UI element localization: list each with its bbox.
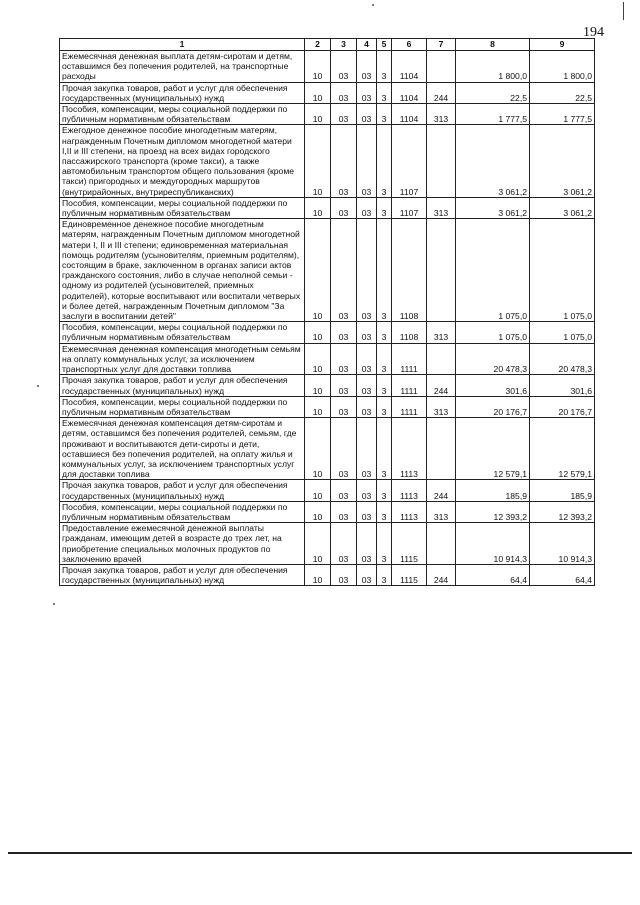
table-header-row	[60, 39, 595, 51]
section-code: 10	[305, 523, 331, 565]
subsection-code: 03	[331, 523, 357, 565]
row-description: Единовременное денежное пособие многодетным матерям, награжденным Почетным дипломом многодетной матери I, II и III степени; единовременная материальная помощь родителям (усыновителям, приемным родителям), состоящим в браке, заключенном в органах записи актов гражданского состояния, либо в случае неполной семьи - одному из родителей (усыновителей, приемных родителей), которые воспитывают или воспитали четверых и более детей, награжденным Почетным дипломом "За заслуги в воспитании детей"	[60, 219, 305, 322]
table-row	[60, 375, 595, 396]
amount-cell: 1 777,5	[456, 104, 530, 125]
expense-code: 1115	[392, 523, 427, 565]
subsection-code: 03	[331, 343, 357, 375]
program-code: 03	[357, 375, 377, 396]
program-code: 03	[357, 322, 377, 343]
subsection-code: 03	[331, 564, 357, 585]
row-description: Ежемесячная денежная компенсация многодетным семьям на оплату коммунальных услуг, за исключением транспортных услуг для доставки топлива	[60, 343, 305, 375]
expense-code: 1104	[392, 82, 427, 103]
amount-cell: 3 061,2	[456, 197, 530, 218]
expense-code: 1113	[392, 501, 427, 522]
amount-cell: 301,6	[456, 375, 530, 396]
subsection-code: 03	[331, 197, 357, 218]
table-row	[60, 501, 595, 522]
amount-cell: 20 176,7	[456, 396, 530, 417]
expense-type-code	[427, 219, 456, 322]
row-description: Ежемесячная денежная выплата детям-сиротам и детям, оставшимся без попечения родителей, на транспортные расходы	[60, 51, 305, 83]
row-description: Прочая закупка товаров, работ и услуг для обеспечения государственных (муниципальных) нужд	[60, 82, 305, 103]
row-description: Ежегодное денежное пособие многодетным матерям, награжденным Почетным дипломом многодетной матери I,II и III степени, на проезд на всех видах городского пассажирского транспорта (кроме такси), а также автомобильным транспортом общего пользования (кроме такси) пригородных и междугородных маршрутов (внутрирайонных, внутриреспубликанских)	[60, 125, 305, 197]
column-header: 8	[456, 39, 530, 51]
total-cell: 1 800,0	[530, 51, 595, 83]
column-header: 2	[305, 39, 331, 51]
expense-type-code: 313	[427, 197, 456, 218]
column-header: 7	[427, 39, 456, 51]
table-row	[60, 219, 595, 322]
expense-code: 1113	[392, 418, 427, 480]
table-body	[60, 51, 595, 586]
scan-corner-mark	[623, 2, 627, 20]
expense-type-code: 244	[427, 82, 456, 103]
row-description: Пособия, компенсации, меры социальной поддержки по публичным нормативным обязательствам	[60, 104, 305, 125]
section-code: 10	[305, 375, 331, 396]
program-code: 03	[357, 104, 377, 125]
amount-cell: 185,9	[456, 480, 530, 501]
subprogram-code: 3	[377, 480, 392, 501]
subsection-code: 03	[331, 82, 357, 103]
subprogram-code: 3	[377, 501, 392, 522]
subsection-code: 03	[331, 51, 357, 83]
amount-cell: 64,4	[456, 564, 530, 585]
subsection-code: 03	[331, 501, 357, 522]
program-code: 03	[357, 396, 377, 417]
subprogram-code: 3	[377, 322, 392, 343]
program-code: 03	[357, 125, 377, 197]
expense-type-code	[427, 51, 456, 83]
total-cell: 12 393,2	[530, 501, 595, 522]
amount-cell: 20 478,3	[456, 343, 530, 375]
expense-type-code: 244	[427, 375, 456, 396]
row-description: Пособия, компенсации, меры социальной поддержки по публичным нормативным обязательствам	[60, 396, 305, 417]
total-cell: 1 075,0	[530, 219, 595, 322]
expense-code: 1111	[392, 396, 427, 417]
table-row	[60, 418, 595, 480]
expense-code: 1107	[392, 125, 427, 197]
row-description: Пособия, компенсации, меры социальной поддержки по публичным нормативным обязательствам	[60, 197, 305, 218]
total-cell: 301,6	[530, 375, 595, 396]
section-code: 10	[305, 322, 331, 343]
expense-type-code: 313	[427, 501, 456, 522]
table-row	[60, 523, 595, 565]
column-header: 9	[530, 39, 595, 51]
column-header: 1	[60, 39, 305, 51]
subprogram-code: 3	[377, 396, 392, 417]
table-row	[60, 82, 595, 103]
section-code: 10	[305, 564, 331, 585]
section-code: 10	[305, 104, 331, 125]
amount-cell: 1 075,0	[456, 322, 530, 343]
total-cell: 1 075,0	[530, 322, 595, 343]
row-description: Прочая закупка товаров, работ и услуг для обеспечения государственных (муниципальных) нужд	[60, 375, 305, 396]
table-row	[60, 125, 595, 197]
amount-cell: 10 914,3	[456, 523, 530, 565]
expense-type-code	[427, 125, 456, 197]
scan-speck	[53, 603, 55, 605]
section-code: 10	[305, 501, 331, 522]
row-description: Прочая закупка товаров, работ и услуг для обеспечения государственных (муниципальных) нужд	[60, 480, 305, 501]
subprogram-code: 3	[377, 343, 392, 375]
table-row	[60, 396, 595, 417]
subprogram-code: 3	[377, 197, 392, 218]
amount-cell: 3 061,2	[456, 125, 530, 197]
subprogram-code: 3	[377, 564, 392, 585]
expense-code: 1113	[392, 480, 427, 501]
subprogram-code: 3	[377, 51, 392, 83]
section-code: 10	[305, 480, 331, 501]
expense-code: 1115	[392, 564, 427, 585]
subsection-code: 03	[331, 219, 357, 322]
subprogram-code: 3	[377, 104, 392, 125]
table-row	[60, 564, 595, 585]
subsection-code: 03	[331, 418, 357, 480]
section-code: 10	[305, 418, 331, 480]
expense-code: 1104	[392, 104, 427, 125]
program-code: 03	[357, 501, 377, 522]
total-cell: 3 061,2	[530, 125, 595, 197]
bottom-rule	[8, 852, 632, 854]
expense-type-code	[427, 523, 456, 565]
column-header: 3	[331, 39, 357, 51]
column-header: 4	[357, 39, 377, 51]
subsection-code: 03	[331, 104, 357, 125]
expense-type-code: 313	[427, 396, 456, 417]
program-code: 03	[357, 343, 377, 375]
subsection-code: 03	[331, 375, 357, 396]
section-code: 10	[305, 82, 331, 103]
row-description: Пособия, компенсации, меры социальной поддержки по публичным нормативным обязательствам	[60, 501, 305, 522]
amount-cell: 22,5	[456, 82, 530, 103]
expense-code: 1104	[392, 51, 427, 83]
section-code: 10	[305, 343, 331, 375]
row-description: Пособия, компенсации, меры социальной поддержки по публичным нормативным обязательствам	[60, 322, 305, 343]
budget-table	[59, 38, 595, 586]
program-code: 03	[357, 197, 377, 218]
subprogram-code: 3	[377, 523, 392, 565]
amount-cell: 12 393,2	[456, 501, 530, 522]
row-description: Предоставление ежемесячной денежной выплаты гражданам, имеющим детей в возрасте до трех лет, на приобретение специальных молочных продуктов по заключению врачей	[60, 523, 305, 565]
table-row	[60, 322, 595, 343]
total-cell: 3 061,2	[530, 197, 595, 218]
total-cell: 185,9	[530, 480, 595, 501]
expense-type-code	[427, 343, 456, 375]
section-code: 10	[305, 125, 331, 197]
program-code: 03	[357, 523, 377, 565]
program-code: 03	[357, 219, 377, 322]
table-row	[60, 104, 595, 125]
section-code: 10	[305, 396, 331, 417]
program-code: 03	[357, 564, 377, 585]
expense-type-code: 313	[427, 104, 456, 125]
table-row	[60, 343, 595, 375]
program-code: 03	[357, 480, 377, 501]
section-code: 10	[305, 51, 331, 83]
subprogram-code: 3	[377, 219, 392, 322]
total-cell: 10 914,3	[530, 523, 595, 565]
subsection-code: 03	[331, 480, 357, 501]
expense-code: 1107	[392, 197, 427, 218]
page-number: 194	[583, 25, 604, 40]
table-row	[60, 51, 595, 83]
scan-speck	[372, 4, 374, 6]
amount-cell: 1 800,0	[456, 51, 530, 83]
expense-type-code: 244	[427, 480, 456, 501]
subsection-code: 03	[331, 125, 357, 197]
total-cell: 64,4	[530, 564, 595, 585]
expense-type-code: 244	[427, 564, 456, 585]
total-cell: 20 176,7	[530, 396, 595, 417]
subprogram-code: 3	[377, 375, 392, 396]
total-cell: 20 478,3	[530, 343, 595, 375]
total-cell: 1 777,5	[530, 104, 595, 125]
scan-speck	[37, 385, 39, 387]
subsection-code: 03	[331, 396, 357, 417]
expense-code: 1108	[392, 219, 427, 322]
program-code: 03	[357, 82, 377, 103]
amount-cell: 1 075,0	[456, 219, 530, 322]
table-row	[60, 480, 595, 501]
section-code: 10	[305, 219, 331, 322]
row-description: Прочая закупка товаров, работ и услуг для обеспечения государственных (муниципальных) нужд	[60, 564, 305, 585]
column-header: 6	[392, 39, 427, 51]
subprogram-code: 3	[377, 82, 392, 103]
amount-cell: 12 579,1	[456, 418, 530, 480]
column-header: 5	[377, 39, 392, 51]
program-code: 03	[357, 51, 377, 83]
subprogram-code: 3	[377, 125, 392, 197]
total-cell: 12 579,1	[530, 418, 595, 480]
table-row	[60, 197, 595, 218]
expense-code: 1111	[392, 375, 427, 396]
section-code: 10	[305, 197, 331, 218]
expense-code: 1108	[392, 322, 427, 343]
total-cell: 22,5	[530, 82, 595, 103]
subprogram-code: 3	[377, 418, 392, 480]
program-code: 03	[357, 418, 377, 480]
subsection-code: 03	[331, 322, 357, 343]
expense-code: 1111	[392, 343, 427, 375]
expense-type-code	[427, 418, 456, 480]
row-description: Ежемесячная денежная компенсация детям-сиротам и детям, оставшимся без попечения родителей, семьям, где проживают и воспитываются дети-сироты и дети, оставшиеся без попечения родителей, на оплату жилья и коммунальных услуг, за исключением транспортных услуг для доставки топлива	[60, 418, 305, 480]
expense-type-code: 313	[427, 322, 456, 343]
